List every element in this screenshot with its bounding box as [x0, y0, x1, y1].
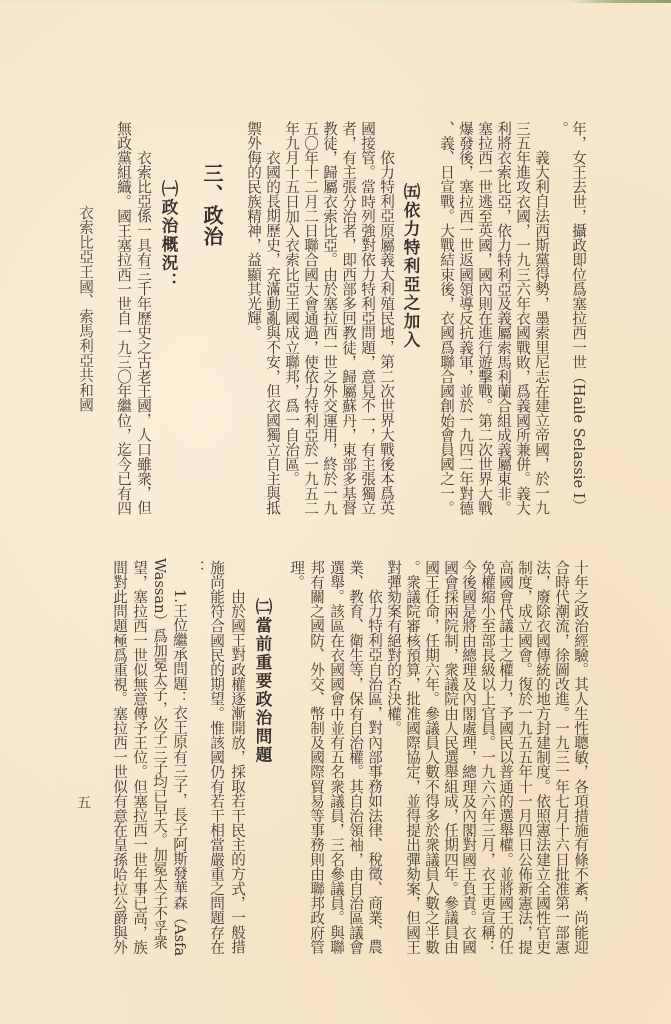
text-column: 理。 — [288, 560, 305, 590]
text-column: 利將衣索比亞，依力特利亞及義屬索馬利蘭合組成義屬東非。 — [495, 121, 512, 516]
text-column: 對彈劾案有絕對的否決權。 — [385, 560, 402, 736]
text-column: 無政黨組織。國王塞拉西一世自一九三〇年繼位，迄今已有四 — [115, 121, 132, 516]
text-column: 選舉。該區在衣國國會中並有五名衆議員，三名參議員。與聯 — [328, 560, 345, 955]
text-column: 年，女王去世，攝政即位爲塞拉西一世（Haile Selassie I） — [570, 121, 587, 514]
text-column: 間對此問題極爲重視。塞拉西一世似有意在皇孫哈拉公爵與外 — [111, 560, 128, 955]
text-column: 衣索比亞係一具有三千年歷史之古老王國，人口雖衆，但 — [135, 150, 152, 515]
text-column: 禦外侮的民族精神，益顯其光輝。 — [245, 121, 262, 340]
text-column: 邦有關之國防、外交、幣制及國際貿易等事務則由聯邦政府管 — [308, 560, 325, 955]
text-column: 。衆議院審核預算，批准國際協定，並得提出彈劾案，但國王 — [404, 560, 421, 955]
text-column: 依力特利亞原屬義大利殖民地，第二次世界大戰後本爲英 — [378, 150, 395, 515]
text-column: 教徒，歸屬衣索比亞。由於塞拉西一世之外交運用，終於一九 — [321, 121, 338, 516]
text-column: 國會採兩院制，衆議院由人民選舉組成，任期四年。參議員由 — [442, 560, 459, 955]
text-column: 者，有主張分治者，即西部多回教徒，歸屬蘇丹，東部多基督 — [340, 121, 357, 516]
text-column: 爆發後，塞拉西一世返國領導反抗義軍，並於一九四二年對德 — [457, 121, 474, 516]
text-column: 依力特利亞自治區，對內部事務如法律、稅徵、商業、農 — [366, 589, 383, 954]
text-column: 國接管。當時列強對依力特利亞問題，意見不一，有主張獨立 — [359, 121, 376, 516]
text-column: 國王任命，任期六年。參議員人數不得多於衆議員人數之半數 — [423, 560, 440, 955]
running-header: 衣索比亞王國、索馬利亞共和國 — [77, 205, 94, 413]
text-column: 義大利自法西斯黨得勢，墨索里尼志在建立帝國，於一九 — [533, 150, 550, 515]
text-column: 、義、日宣戰。大戰結束後，衣國爲聯合國創始會員國之一。 — [438, 121, 455, 516]
text-column: 合時代潮流，徐圖改進。一九三一年七月十六日批准第一部憲 — [553, 560, 570, 955]
text-column: 年九月十五日加入衣索比亞王國成立聯邦，爲一自治區。 — [283, 121, 300, 486]
text-column: 免權縮小至部長級以上官員。一九六六年三月，衣王更宣稱： — [479, 560, 496, 955]
section-heading-political-overview: ㈠政治概況： — [159, 180, 178, 291]
text-column: 業、教育、衛生等，保有自治權。其自治領袖，由自治區議會 — [347, 560, 364, 955]
text-column: ： — [189, 560, 206, 575]
text-column: 十年之政治經驗。其人生性聰敏，各項措施有條不紊，尚能迎 — [572, 560, 589, 955]
text-column: 由於國王對政權逐漸開放，採取若干民主的方式，一般措 — [229, 589, 246, 954]
text-column: 施尚能符合國民的期望。惟該國仍有若干相當嚴重之問題存在 — [208, 560, 225, 955]
text-column: 望，塞拉西一世似無意傳予王位。但塞拉西一世年事已高，族 — [131, 560, 148, 955]
text-column: 三五年進攻衣國，一九三六年衣國戰敗，爲義國所兼併。義大 — [514, 121, 531, 516]
page-number: 五 — [75, 795, 91, 809]
text-column: 法，廢除衣國傳統的地方封建制度。依照憲法建立全國性官吏 — [534, 560, 551, 955]
text-column: Wassan）爲加冕太子，次子三子均已早夭。加冕太子不孚衆 — [151, 558, 168, 950]
chapter-heading-politics: 三、政治 — [200, 163, 224, 247]
text-column: 。 — [552, 121, 569, 136]
text-column: 塞拉西一世逃至英國，國內則在進行遊擊戰。第二次世界大戰 — [476, 121, 493, 516]
scan-edge — [0, 0, 671, 3]
section-heading-current-issues: ㈡當前重要政治問題 — [253, 598, 272, 765]
text-column: 今後國是將由總理及內閣處理，總理及內閣對國王負責。衣國 — [460, 560, 477, 955]
text-column: 五〇年十二月二日聯合國大會通過，使依力特利亞於一九五二 — [302, 121, 319, 516]
text-column: 1.王位繼承問題：衣王原有三子，長子阿斯發華森（Asfa — [171, 589, 188, 957]
section-heading-eritrea: ㈤依力特利亞之加入 — [401, 183, 420, 350]
text-column: 制度，成立國會。復於一九五五年十一月四日公佈新憲法，提 — [516, 560, 533, 955]
text-column: 高國會代議士之權力，予國民以普通的選舉權。並將國王的任 — [497, 560, 514, 955]
text-column: 衣國的長期歷史，充滿動亂與不安，但衣國獨立自主與抵 — [264, 150, 281, 515]
